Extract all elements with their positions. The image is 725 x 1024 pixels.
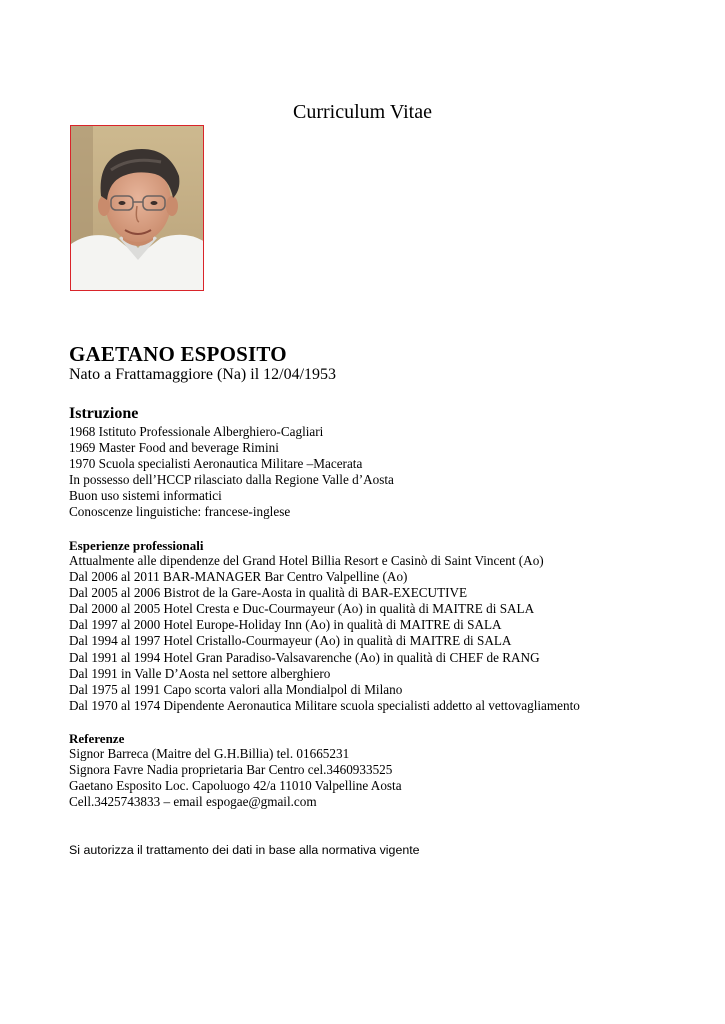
list-item: Dal 2006 al 2011 BAR-MANAGER Bar Centro Valpelline (Ao)	[69, 569, 408, 585]
person-name: GAETANO ESPOSITO	[69, 342, 287, 366]
list-item: Dal 1991 in Valle D’Aosta nel settore alberghiero	[69, 665, 331, 681]
list-item: Attualmente alle dipendenze del Grand Hotel Billia Resort e Casinò di Saint Vincent (Ao)	[69, 553, 544, 568]
profile-photo	[70, 125, 204, 291]
references-heading: Referenze	[69, 731, 125, 746]
list-item: Dal 1970 al 1974 Dipendente Aeronautica Militare scuola specialisti addetto al vettovagliamento	[69, 697, 580, 713]
education-list	[69, 424, 394, 521]
list-item: Gaetano Esposito Loc. Capoluogo 42/a 11010 Valpelline Aosta	[69, 778, 402, 794]
references-list	[69, 746, 402, 810]
list-item: In possesso dell’HCCP rilasciato dalla Regione Valle d’Aosta	[69, 472, 394, 488]
birth-info: Nato a Frattamaggiore (Na) il 12/04/1953	[69, 366, 337, 383]
list-item: 1969 Master Food and beverage Rimini	[69, 440, 279, 456]
list-item: Signor Barreca (Maitre del G.H.Billia) tel. 01665231	[69, 746, 350, 761]
list-item: Dal 1991 al 1994 Hotel Gran Paradiso-Valsavarenche (Ao) in qualità di CHEF de RANG	[69, 649, 540, 665]
list-item: Dal 1994 al 1997 Hotel Cristallo-Courmayeur (Ao) in qualità di MAITRE di SALA	[69, 633, 512, 649]
portrait-illustration	[71, 126, 204, 291]
list-item: Cell.3425743833 – email espogae@gmail.com	[69, 794, 317, 810]
list-item: Dal 2005 al 2006 Bistrot de la Gare-Aosta in qualità di BAR-EXECUTIVE	[69, 585, 468, 601]
document-title: Curriculum Vitae	[293, 101, 432, 123]
list-item: 1970 Scuola specialisti Aeronautica Militare –Macerata	[69, 456, 363, 472]
list-item: Dal 1997 al 2000 Hotel Europe-Holiday Inn (Ao) in qualità di MAITRE di SALA	[69, 617, 502, 633]
list-item: Signora Favre Nadia proprietaria Bar Centro cel.3460933525	[69, 762, 393, 778]
list-item: 1968 Istituto Professionale Alberghiero-Cagliari	[69, 424, 324, 439]
list-item: Dal 1975 al 1991 Capo scorta valori alla Mondialpol di Milano	[69, 681, 403, 697]
experience-heading: Esperienze professionali	[69, 538, 204, 553]
privacy-authorization: Si autorizza il trattamento dei dati in base alla normativa vigente	[69, 843, 420, 857]
experience-list	[69, 553, 580, 714]
list-item: Conoscenze linguistiche: francese-inglese	[69, 504, 291, 520]
education-heading: Istruzione	[69, 405, 139, 422]
list-item: Buon uso sistemi informatici	[69, 488, 222, 504]
list-item: Dal 2000 al 2005 Hotel Cresta e Duc-Courmayeur (Ao) in qualità di MAITRE di SALA	[69, 601, 535, 617]
